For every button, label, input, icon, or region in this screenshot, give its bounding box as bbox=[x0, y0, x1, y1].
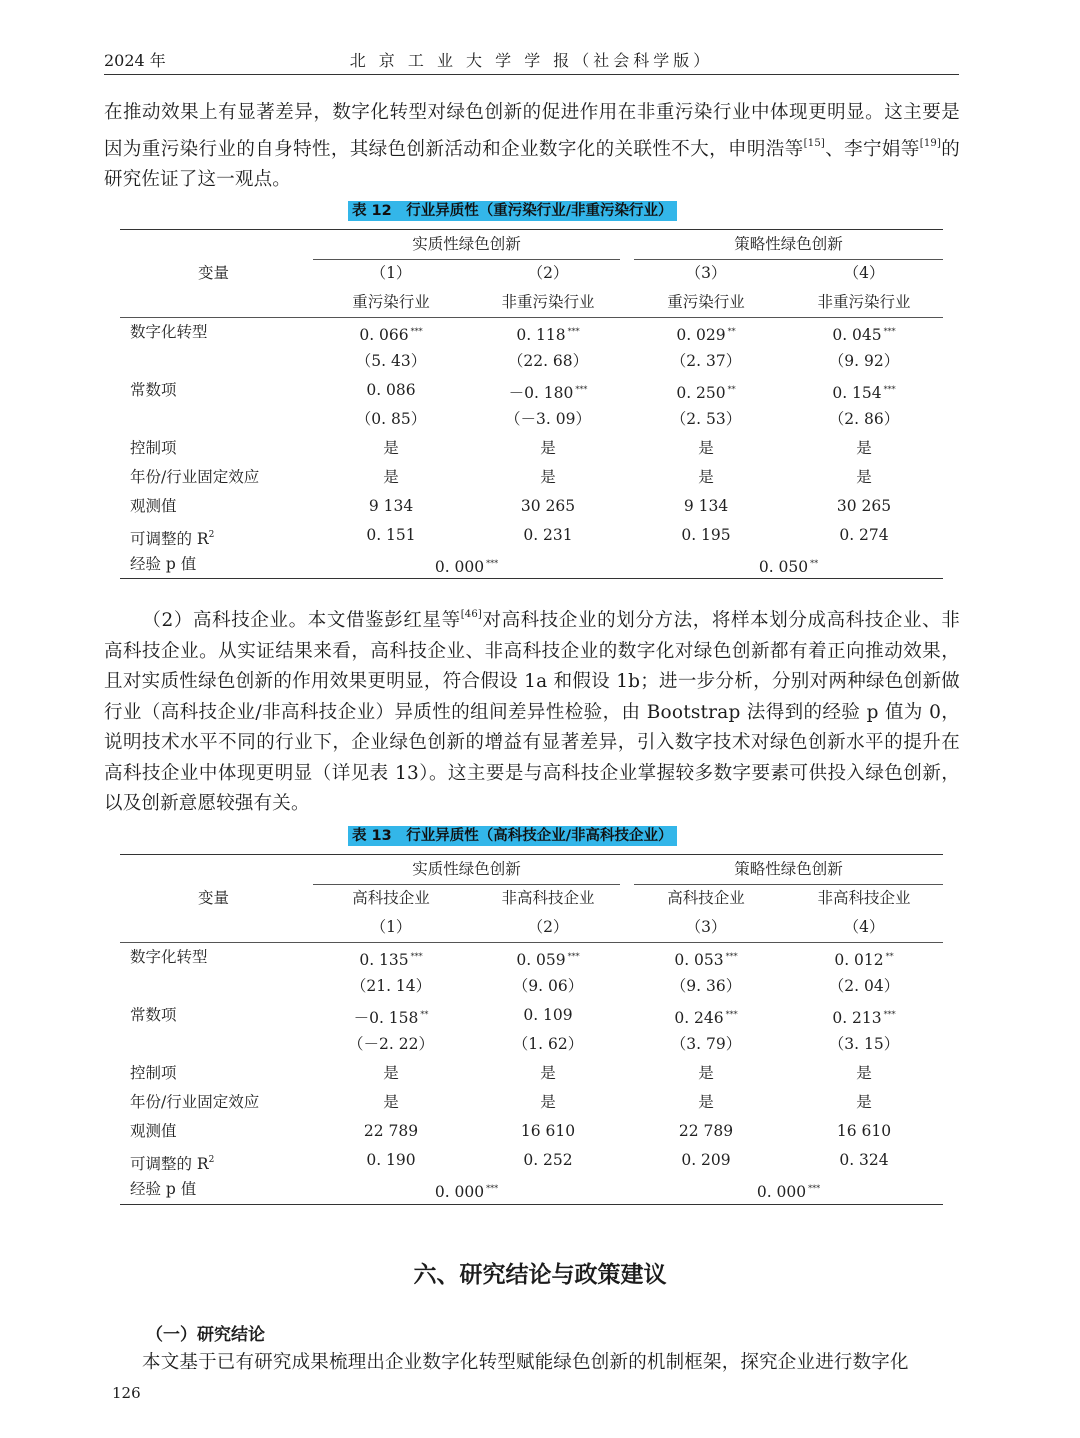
table-bottom-rule bbox=[120, 578, 943, 579]
cell-value: （9. 92） bbox=[828, 352, 900, 370]
col-num-1: （1） bbox=[370, 264, 412, 282]
table-cell bbox=[789, 1060, 939, 1086]
row-label bbox=[130, 1118, 177, 1144]
table-cell bbox=[316, 464, 466, 490]
cell-value: （22. 68） bbox=[507, 352, 589, 370]
group-header-substantive: 实质性绿色创新 bbox=[412, 235, 521, 253]
cell-value: （－3. 09） bbox=[505, 410, 591, 428]
cell-value: 是 bbox=[698, 439, 714, 457]
significance-stars: *** bbox=[725, 952, 738, 961]
table-bottom-rule bbox=[120, 1204, 943, 1205]
table-cell bbox=[316, 522, 466, 548]
paragraph-2-text-b: 对高科技企业的划分方法，将样本划分成高科技企业、非高科技企业。从实证结果来看，高科技企业、非高科技企业的数字化对绿色创新都有着正向推动效果，且对实质性绿色创新的作用效果更明显，符合假设 1a 和假设 1b；进一步分析，分别对两种绿色创新做行业（高科技企业/非高科技企业）异质性的组间差异性检验，由 Bootstrap 法得到的经验 p 值为 0，说明技术水平不同的行业下，企业绿色创新的增益有显著差异，引入数字技术对绿色创新水平的提升在高科技企业中体现更明显（详见表 13）。这主要是与高科技企业掌握较多数字要素可供投入绿色创新，以及创新意愿较强有关。 bbox=[104, 610, 960, 814]
row-label bbox=[130, 944, 208, 970]
col-num-4: （4） bbox=[843, 264, 885, 282]
group-header-strategic: 策略性绿色创新 bbox=[734, 235, 843, 253]
table-cell bbox=[631, 1147, 781, 1173]
citation-19[interactable]: [19] bbox=[919, 137, 942, 149]
table-cell bbox=[631, 406, 781, 432]
table-header-rule bbox=[120, 942, 943, 943]
table-cell bbox=[473, 1060, 623, 1086]
table-cell bbox=[789, 944, 939, 970]
table-cell bbox=[789, 319, 939, 345]
cell-value: 是 bbox=[856, 1064, 872, 1082]
table-cell bbox=[789, 522, 939, 548]
cell-value: 是 bbox=[383, 1064, 399, 1082]
cell-value: 是 bbox=[383, 1093, 399, 1111]
table-cell bbox=[631, 973, 781, 999]
row-label bbox=[130, 1089, 259, 1115]
cell-value: 0. 012 bbox=[834, 951, 884, 969]
table-cell bbox=[789, 1002, 939, 1028]
pvalue-strategic bbox=[634, 551, 943, 577]
cell-value: 0. 059 bbox=[516, 951, 566, 969]
row-label bbox=[130, 1060, 177, 1086]
table-cell bbox=[473, 973, 623, 999]
cell-value: （3. 79） bbox=[670, 1035, 742, 1053]
pvalue-substantive bbox=[313, 551, 620, 577]
header-journal-title: 北 京 工 业 大 学 学 报（社会科学版） bbox=[349, 51, 714, 70]
significance-stars: *** bbox=[410, 327, 423, 336]
significance-stars: *** bbox=[883, 1010, 896, 1019]
col-name-1: 重污染行业 bbox=[352, 293, 430, 311]
table-cell bbox=[631, 1118, 781, 1144]
col-name-3: 高科技企业 bbox=[667, 889, 745, 907]
row-label bbox=[130, 1002, 177, 1028]
cell-value: 是 bbox=[856, 468, 872, 486]
table-cell bbox=[789, 1118, 939, 1144]
col-num-2: （2） bbox=[527, 918, 569, 936]
significance-stars: *** bbox=[808, 1184, 821, 1193]
citation-46[interactable]: [46] bbox=[460, 609, 483, 620]
cell-value: 16 610 bbox=[836, 1122, 892, 1140]
cell-value: 0. 213 bbox=[832, 1009, 882, 1027]
table-cell bbox=[631, 319, 781, 345]
cell-value: （－2. 22） bbox=[348, 1035, 434, 1053]
table-cell bbox=[631, 522, 781, 548]
cell-value: （1. 62） bbox=[512, 1035, 584, 1053]
col-num-2: （2） bbox=[527, 264, 569, 282]
cell-value: （2. 86） bbox=[828, 410, 900, 428]
table-cell bbox=[316, 1118, 466, 1144]
variable-header: 变量 bbox=[198, 889, 230, 907]
paragraph-2-text-a: （2）高科技企业。本文借鉴彭红星等 bbox=[142, 610, 461, 631]
cell-value: 0. 324 bbox=[839, 1151, 889, 1169]
cell-value: 0. 154 bbox=[832, 384, 882, 402]
cell-value: 0. 246 bbox=[674, 1009, 724, 1027]
table-cell bbox=[316, 406, 466, 432]
variable-header: 变量 bbox=[198, 264, 230, 282]
table-cell bbox=[473, 1089, 623, 1115]
col-num-3: （3） bbox=[685, 918, 727, 936]
table-cell bbox=[789, 435, 939, 461]
pvalue-substantive bbox=[313, 1176, 620, 1202]
cell-value: 0. 066 bbox=[359, 326, 409, 344]
pvalue-value: 0. 050 bbox=[758, 558, 809, 576]
table-cell bbox=[473, 464, 623, 490]
cell-value: （5. 43） bbox=[355, 352, 427, 370]
cell-value: （0. 85） bbox=[355, 410, 427, 428]
table-cell bbox=[789, 1031, 939, 1057]
table-cell bbox=[316, 319, 466, 345]
cell-value: 0. 053 bbox=[674, 951, 724, 969]
row-label bbox=[130, 319, 208, 345]
group-header-substantive: 实质性绿色创新 bbox=[412, 860, 521, 878]
pvalue-value: 0. 000 bbox=[434, 558, 485, 576]
significance-stars: ** bbox=[727, 327, 736, 336]
table-cell bbox=[316, 1002, 466, 1028]
table-cell bbox=[631, 1089, 781, 1115]
paragraph-1-text-b: 、李宁娟等 bbox=[824, 138, 920, 160]
row-label-text: 控制项 bbox=[130, 439, 177, 457]
cell-value: 0. 109 bbox=[523, 1006, 573, 1024]
cell-value: 9 134 bbox=[368, 497, 414, 515]
r-squared-superscript: 2 bbox=[208, 530, 215, 540]
cell-value: 0. 252 bbox=[523, 1151, 573, 1169]
table-cell bbox=[473, 522, 623, 548]
cell-value: 30 265 bbox=[836, 497, 892, 515]
table-top-rule bbox=[120, 229, 943, 230]
table-header-rule bbox=[120, 317, 943, 318]
cell-value: 0. 118 bbox=[516, 326, 566, 344]
cell-value: （9. 36） bbox=[670, 977, 742, 995]
paragraph-1 bbox=[104, 98, 960, 196]
cell-value: （21. 14） bbox=[350, 977, 432, 995]
group-header-strategic: 策略性绿色创新 bbox=[734, 860, 843, 878]
row-label-text: 常数项 bbox=[130, 381, 177, 399]
paragraph-3 bbox=[104, 1348, 960, 1379]
table-cell bbox=[631, 1031, 781, 1057]
table-cell bbox=[631, 1060, 781, 1086]
table-cell bbox=[631, 377, 781, 403]
table-cell bbox=[473, 1147, 623, 1173]
pvalue-label: 经验 p 值 bbox=[130, 1180, 197, 1198]
cell-value: 0. 045 bbox=[832, 326, 882, 344]
table-cell bbox=[789, 973, 939, 999]
pvalue-value: 0. 000 bbox=[756, 1183, 807, 1201]
cell-value: 是 bbox=[540, 468, 556, 486]
col-num-4: （4） bbox=[843, 918, 885, 936]
table-cell bbox=[316, 377, 466, 403]
row-label bbox=[130, 435, 177, 461]
cell-value: 22 789 bbox=[363, 1122, 419, 1140]
r-squared-superscript: 2 bbox=[208, 1155, 215, 1165]
col-name-4: 非重污染行业 bbox=[817, 293, 911, 311]
table-cell bbox=[316, 435, 466, 461]
pvalue-value: 0. 000 bbox=[434, 1183, 485, 1201]
cell-value: 是 bbox=[698, 468, 714, 486]
table-cell bbox=[316, 1147, 466, 1173]
pvalue-label: 经验 p 值 bbox=[130, 555, 197, 573]
table-12-caption: 表 12 行业异质性（重污染行业/非重污染行业） bbox=[348, 201, 677, 221]
table-cell bbox=[316, 1031, 466, 1057]
significance-stars: *** bbox=[486, 1184, 499, 1193]
cell-value: 是 bbox=[383, 439, 399, 457]
paragraph-1-text-c: 的研究佐证了这一观点。 bbox=[104, 138, 960, 190]
table-cell bbox=[473, 1002, 623, 1028]
table-cell bbox=[473, 406, 623, 432]
table-cell bbox=[316, 493, 466, 519]
cell-value: （2. 04） bbox=[828, 977, 900, 995]
table-cell bbox=[473, 435, 623, 461]
cell-value: 0. 086 bbox=[366, 381, 416, 399]
cell-value: 22 789 bbox=[678, 1122, 734, 1140]
header-year: 2024 年 bbox=[104, 51, 166, 70]
cell-value: 0. 195 bbox=[681, 526, 731, 544]
row-label-text: 年份/行业固定效应 bbox=[130, 1093, 260, 1111]
cell-value: －0. 180 bbox=[508, 384, 574, 402]
cell-value: 0. 190 bbox=[366, 1151, 416, 1169]
cell-value: 0. 029 bbox=[676, 326, 726, 344]
significance-stars: *** bbox=[725, 1010, 738, 1019]
cell-value: 0. 274 bbox=[839, 526, 889, 544]
row-label-text: 控制项 bbox=[130, 1064, 177, 1082]
table-13 bbox=[120, 854, 943, 1207]
cell-value: 0. 135 bbox=[359, 951, 409, 969]
table-cell bbox=[631, 944, 781, 970]
cell-value: 是 bbox=[698, 1064, 714, 1082]
col-num-1: （1） bbox=[370, 918, 412, 936]
row-label bbox=[130, 377, 177, 403]
cell-value: 0. 209 bbox=[681, 1151, 731, 1169]
significance-stars: *** bbox=[567, 952, 580, 961]
table-cell bbox=[789, 464, 939, 490]
table-cell bbox=[789, 406, 939, 432]
cell-value: 0. 250 bbox=[676, 384, 726, 402]
table-cell bbox=[316, 973, 466, 999]
table-cell bbox=[789, 1089, 939, 1115]
page-number: 126 bbox=[112, 1384, 141, 1402]
paragraph-1-text-a: 在推动效果上有显著差异，数字化转型对绿色创新的促进作用在非重污染行业中体现更明显。这主要是因为重污染行业的自身特性，其绿色创新活动和企业数字化的关联性不大，申明浩等 bbox=[104, 102, 960, 160]
row-label-text: 数字化转型 bbox=[130, 323, 208, 341]
running-header bbox=[104, 48, 959, 75]
table-13-caption: 表 13 行业异质性（高科技企业/非高科技企业） bbox=[348, 826, 677, 846]
row-label-text: 观测值 bbox=[130, 497, 177, 515]
col-name-2: 非高科技企业 bbox=[501, 889, 595, 907]
pvalue-strategic bbox=[634, 1176, 943, 1202]
table-cell bbox=[789, 377, 939, 403]
cell-value: 是 bbox=[856, 439, 872, 457]
table-12 bbox=[120, 229, 943, 580]
cell-value: 是 bbox=[856, 1093, 872, 1111]
significance-stars: *** bbox=[883, 327, 896, 336]
col-name-1: 高科技企业 bbox=[352, 889, 430, 907]
table-cell bbox=[631, 464, 781, 490]
col-name-3: 重污染行业 bbox=[667, 293, 745, 311]
significance-stars: ** bbox=[420, 1010, 429, 1019]
row-label-text: 年份/行业固定效应 bbox=[130, 468, 260, 486]
table-cell bbox=[473, 319, 623, 345]
table-cell bbox=[631, 435, 781, 461]
row-label bbox=[130, 493, 177, 519]
cell-value: 是 bbox=[698, 1093, 714, 1111]
paragraph-3-text: 本文基于已有研究成果梳理出企业数字化转型赋能绿色创新的机制框架，探究企业进行数字化 bbox=[142, 1352, 909, 1373]
table-top-rule bbox=[120, 854, 943, 855]
cell-value: 9 134 bbox=[683, 497, 729, 515]
row-label-text: 观测值 bbox=[130, 1122, 177, 1140]
row-label bbox=[130, 464, 259, 490]
subsection-heading: （一）研究结论 bbox=[146, 1325, 265, 1345]
row-label-text: 可调整的 R bbox=[130, 1155, 209, 1173]
table-cell bbox=[473, 348, 623, 374]
cell-value: 0. 231 bbox=[523, 526, 573, 544]
cell-value: 30 265 bbox=[520, 497, 576, 515]
significance-stars: ** bbox=[727, 385, 736, 394]
row-label-text: 数字化转型 bbox=[130, 948, 208, 966]
section-heading: 六、研究结论与政策建议 bbox=[413, 1262, 667, 1288]
significance-stars: *** bbox=[567, 327, 580, 336]
citation-15[interactable]: [15] bbox=[803, 137, 825, 149]
row-label-text: 可调整的 R bbox=[130, 530, 209, 548]
table-cell bbox=[473, 1031, 623, 1057]
table-cell bbox=[473, 944, 623, 970]
cell-value: －0. 158 bbox=[353, 1009, 419, 1027]
table-cell bbox=[316, 348, 466, 374]
cell-value: 是 bbox=[383, 468, 399, 486]
cell-value: 0. 151 bbox=[366, 526, 416, 544]
table-cell bbox=[473, 493, 623, 519]
cell-value: （2. 53） bbox=[670, 410, 742, 428]
significance-stars: *** bbox=[575, 385, 588, 394]
cell-value: （2. 37） bbox=[670, 352, 742, 370]
row-label bbox=[130, 522, 214, 548]
significance-stars: *** bbox=[486, 559, 499, 568]
paragraph-2 bbox=[104, 600, 960, 820]
table-cell bbox=[316, 1089, 466, 1115]
cell-value: 是 bbox=[540, 1093, 556, 1111]
table-cell bbox=[631, 493, 781, 519]
cell-value: 16 610 bbox=[520, 1122, 576, 1140]
cell-value: 是 bbox=[540, 439, 556, 457]
table-cell bbox=[473, 1118, 623, 1144]
cell-value: （9. 06） bbox=[512, 977, 584, 995]
table-cell bbox=[631, 348, 781, 374]
table-cell bbox=[789, 348, 939, 374]
significance-stars: *** bbox=[410, 952, 423, 961]
significance-stars: ** bbox=[810, 559, 819, 568]
table-cell bbox=[316, 1060, 466, 1086]
col-num-3: （3） bbox=[685, 264, 727, 282]
table-cell bbox=[316, 944, 466, 970]
cell-value: （3. 15） bbox=[828, 1035, 900, 1053]
row-label bbox=[130, 1147, 214, 1173]
table-cell bbox=[473, 377, 623, 403]
col-name-4: 非高科技企业 bbox=[817, 889, 911, 907]
cell-value: 是 bbox=[540, 1064, 556, 1082]
table-cell bbox=[789, 1147, 939, 1173]
row-label-text: 常数项 bbox=[130, 1006, 177, 1024]
table-cell bbox=[789, 493, 939, 519]
col-name-2: 非重污染行业 bbox=[501, 293, 595, 311]
table-cell bbox=[631, 1002, 781, 1028]
significance-stars: *** bbox=[883, 385, 896, 394]
significance-stars: ** bbox=[885, 952, 894, 961]
